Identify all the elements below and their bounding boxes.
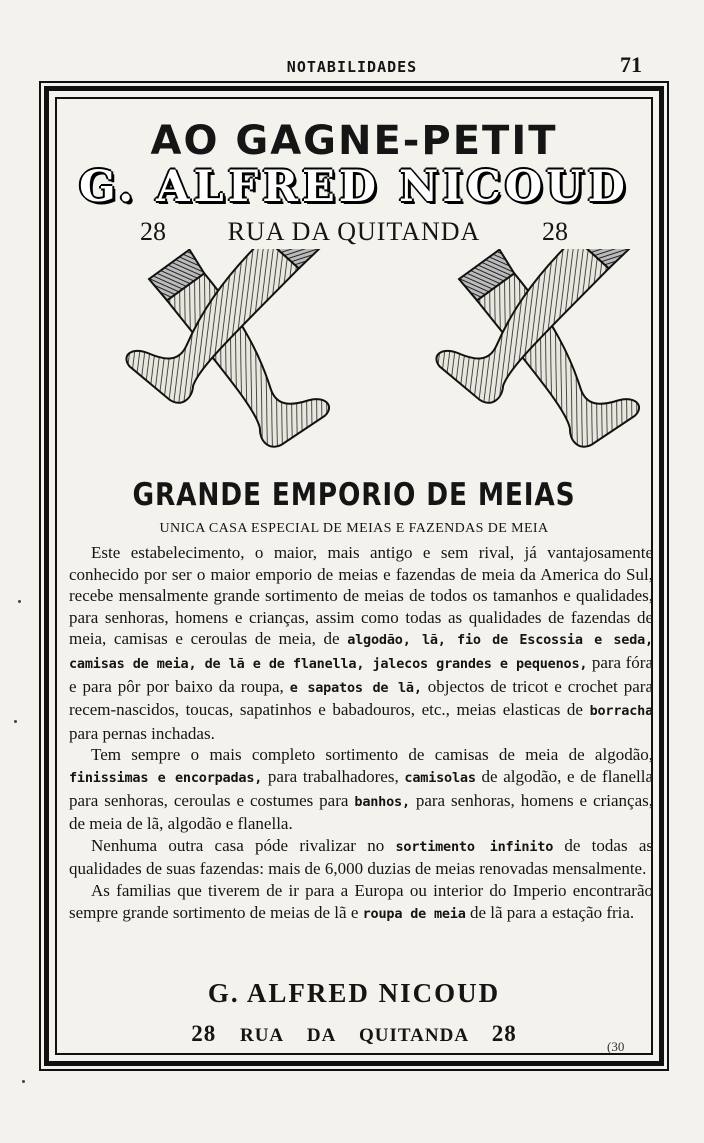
print-speck — [18, 600, 21, 603]
body-text-run: Tem sempre o mais completo sortimento de camisas de meia de algodão, — [91, 745, 653, 765]
proprietor-name: G. ALFRED NICOUD — [79, 162, 629, 212]
stockings-illustration — [71, 249, 653, 469]
address-number-right: 28 — [542, 217, 568, 246]
body-paragraph — [69, 744, 653, 834]
page-number: 71 — [620, 52, 642, 77]
stocking-right-pair — [433, 249, 643, 454]
body-text-run: para fóra e para pôr por baixo da roupa, — [69, 652, 653, 696]
body-paragraph — [69, 542, 653, 744]
print-speck — [14, 720, 17, 723]
signature: G. ALFRED NICOUD — [207, 978, 501, 1008]
address-number-left: 28 — [140, 217, 166, 246]
main-heading: GRANDE EMPORIO DE MEIAS — [132, 477, 576, 513]
address-street: RUA DA QUITANDA — [227, 217, 481, 246]
body-text-run: de todas as qualidades de suas fazendas: mais de 6,000 duzias de meias renovadas mensalmente. — [69, 835, 653, 879]
body-text-run: de lã para a estação fria. — [465, 902, 635, 922]
body-text-run: para pernas inchadas. — [69, 723, 215, 743]
bottom-address-word-1: RUA — [239, 1025, 284, 1046]
emphasized-text: borracha — [589, 703, 653, 720]
emphasized-text: sortimento infinito — [395, 838, 554, 855]
bottom-address-word-3: QUITANDA — [359, 1025, 469, 1046]
body-text-run: de algodão, e de flanella para senhoras, ceroulas e costumes para — [69, 766, 654, 810]
body-paragraph — [69, 880, 653, 925]
emphasized-text: finissimas e encorpadas, — [69, 769, 263, 786]
body-paragraph — [69, 835, 653, 880]
emphasized-text: algodão, lã, fio de Escossia e seda, camisas de meia, de lã e de flanella, jalecos grandes e pequenos, — [69, 632, 653, 672]
running-head — [0, 52, 704, 82]
body-text-run: Este estabelecimento, o maior, mais antigo e sem rival, já vantajosamente conhecido por ser o maior emporio de meias e fazendas de meia da America do Sul, recebe mensalmente grande sortimento de meias de todos os tamanhos e qualidades, para senhoras, homens e crianças, assim como todas as qualidades de fazendas de meia, camisas e ceroulas de meia, de — [69, 543, 653, 649]
stocking-left-pair — [123, 249, 333, 454]
emphasized-text: roupa de meia — [362, 905, 466, 922]
shop-name: AO GAGNE-PETIT — [150, 118, 558, 164]
subheading: UNICA CASA ESPECIAL DE MEIAS E FAZENDAS DE MEIA — [159, 521, 549, 536]
bottom-address-number-right: 28 — [491, 1021, 517, 1046]
body-text-run: Nenhuma outra casa póde rivalizar no — [91, 835, 396, 855]
body-text-run: para senhoras, homens e crianças, de meia de lã, algodão e flanella. — [69, 790, 653, 834]
bottom-address-word-2: DA — [306, 1025, 336, 1046]
advertisement-frame — [44, 86, 664, 1066]
ad-code: (30 — [607, 1039, 625, 1054]
body-text-run: As familias que tiverem de ir para a Europa ou interior do Imperio encontrarão sempre grande sortimento de meias de lã e — [69, 880, 653, 922]
advertisement-inner-border — [55, 97, 653, 1055]
emphasized-text: camisolas — [404, 769, 476, 786]
running-title: NOTABILIDADES — [286, 58, 418, 76]
emphasized-text: e sapatos de lã, — [289, 679, 422, 696]
bottom-address — [57, 1021, 651, 1047]
body-text-run: para trabalhadores, — [262, 766, 405, 786]
bottom-address-number-left: 28 — [191, 1021, 217, 1046]
emphasized-text: banhos, — [354, 793, 410, 810]
body-text-run: objectos de tricot e crochet para recem-nascidos, toucas, sapatinhos e babadouros, etc., meias elasticas de — [69, 676, 654, 720]
print-speck — [22, 1080, 25, 1083]
body-text — [69, 542, 653, 925]
